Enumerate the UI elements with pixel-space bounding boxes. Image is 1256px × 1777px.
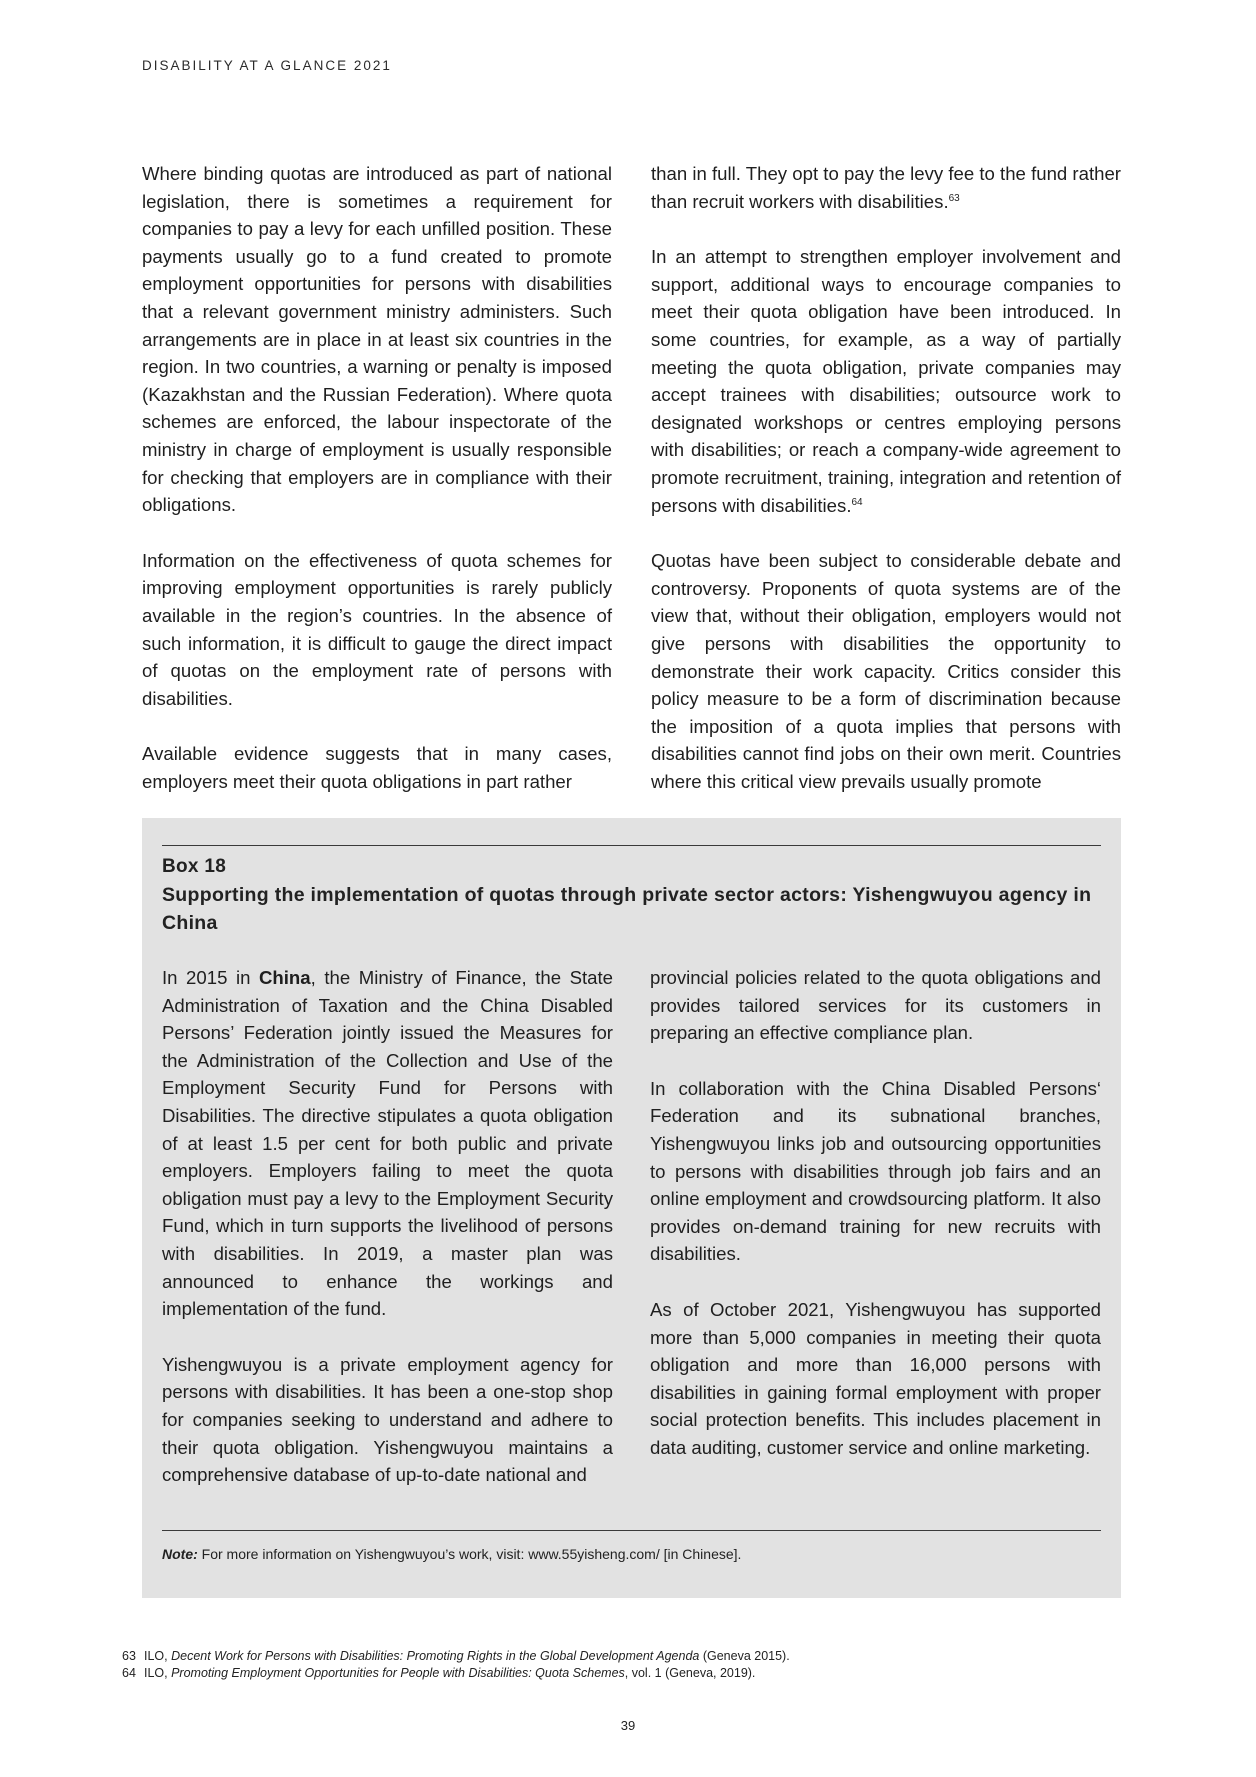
paragraph: Available evidence suggests that in many cases, employers meet their quota obligations in part rather (142, 743, 612, 792)
paragraph-text: than in full. They opt to pay the levy fee to the fund rather than recruit workers with disabilities. (651, 163, 1121, 212)
left-column (142, 160, 612, 800)
note-label: Note: (162, 1546, 198, 1562)
footnote-ref[interactable]: 63 (948, 192, 960, 204)
box-body (162, 964, 1101, 1489)
paragraph: Information on the effectiveness of quota schemes for improving employment opportunities is rarely publicly available in the region’s countries. In the absence of such information, it is difficult to gauge the direct impact of quotas on the employment rate of persons with disabilities. (142, 549, 612, 709)
box-bottom-rule (162, 1530, 1101, 1531)
citation-title: Decent Work for Persons with Disabilities: Promoting Rights in the Global Development Agenda (171, 1649, 700, 1663)
note-text[interactable]: For more information on Yishengwuyou’s work, visit: www.55yisheng.com/ [in Chinese]. (197, 1546, 742, 1562)
paragraph: As of October 2021, Yishengwuyou has supported more than 5,000 companies in meeting their quota obligation and more than 16,000 persons with disabilities in gaining formal employment with proper social protection benefits. This includes placement in data auditing, customer service and online marketing. (650, 1298, 1101, 1458)
box-right-column (650, 964, 1101, 1489)
paragraph: In collaboration with the China Disabled Persons‘ Federation and its subnational branches, Yishengwuyou links job and outsourcing opportunities to persons with disabilities through job fairs and an online employment and crowdsourcing platform. It also provides on-demand training for new recruits with disabilities. (650, 1077, 1101, 1265)
paragraph: Yishengwuyou is a private employment agency for persons with disabilities. It has been a one-stop shop for companies seeking to understand and adhere to their quota obligation. Yishengwuyou maintains a comprehensive database of up-to-date national and (162, 1353, 613, 1486)
paragraph (651, 243, 1121, 519)
footnotes (122, 1648, 790, 1682)
main-text (142, 160, 1121, 800)
citation-title: Promoting Employment Opportunities for People with Disabilities: Quota Schemes (171, 1666, 625, 1680)
paragraph-text: , the Ministry of Finance, the State Administration of Taxation and the China Disabled Persons’ Federation jointly issued the Measures for the Administration of the Collection and Use of the Employment Security Fund for Persons with Disabilities. The directive stipulates a quota obligation of at least 1.5 per cent for both public and private employers. Employers failing to meet the quota obligation must pay a levy to the Employment Security Fund, which in turn supports the livelihood of persons with disabilities. In 2019, a master plan was announced to enhance the workings and implementation of the fund. (162, 967, 614, 1320)
footnote-number: 63 (122, 1649, 136, 1663)
box-number: Box 18 (162, 856, 227, 877)
footnote-text: ILO, Decent Work for Persons with Disabilities: Promoting Rights in the Global Development Agenda (Geneva 2015). (144, 1649, 790, 1663)
right-column (651, 160, 1121, 800)
paragraph-text: In 2015 in (162, 967, 259, 988)
footnote (122, 1648, 790, 1665)
footnote-text: ILO, Promoting Employment Opportunities for People with Disabilities: Quota Schemes, vol. 1 (Geneva, 2019). (144, 1666, 756, 1680)
paragraph: Where binding quotas are introduced as part of national legislation, there is sometimes a requirement for companies to pay a levy for each unfilled position. These payments usually go to a fund created to promote employment opportunities for persons with disabilities that a relevant government ministry administers. Such arrangements are in place in at least six countries in the region. In two countries, a warning or penalty is imposed (Kazakhstan and the Russian Federation). Where quota schemes are enforced, the labour inspectorate of the ministry in charge of employment is usually responsible for checking that employers are in compliance with their obligations. (142, 163, 612, 516)
footnote-ref[interactable]: 64 (851, 496, 863, 508)
box-left-column (162, 964, 613, 1489)
box-top-rule (162, 845, 1101, 846)
paragraph: Quotas have been subject to considerable debate and controversy. Proponents of quota systems are of the view that, without their obligation, employers would not give persons with disabilities the opportunity to demonstrate their work capacity. Critics consider this policy measure to be a form of discrimination because the imposition of a quota implies that persons with disabilities cannot find jobs on their own merit. Countries where this critical view prevails usually promote (651, 550, 1121, 792)
paragraph: provincial policies related to the quota obligations and provides tailored services for its customers in preparing an effective compliance plan. (650, 967, 1101, 1044)
running-head: DISABILITY AT A GLANCE 2021 (142, 58, 392, 73)
case-study-box (142, 818, 1121, 1598)
paragraph (162, 964, 613, 1323)
box-title: Supporting the implementation of quotas through private sector actors: Yishengwuyou agency in China (162, 884, 1092, 934)
paragraph-text: In an attempt to strengthen employer involvement and support, additional ways to encourage companies to meet their quota obligation have been introduced. In some countries, for example, as a way of partially meeting the quota obligation, private companies may accept trainees with disabilities; outsource work to designated workshops or centres employing persons with disabilities; or reach a company-wide agreement to promote recruitment, training, integration and retention of persons with disabilities. (651, 246, 1121, 516)
footnote-number: 64 (122, 1666, 136, 1680)
footnote (122, 1665, 790, 1682)
page-number: 39 (620, 1718, 636, 1733)
paragraph (651, 160, 1121, 215)
box-note (162, 1546, 741, 1562)
country-name: China (258, 967, 311, 988)
